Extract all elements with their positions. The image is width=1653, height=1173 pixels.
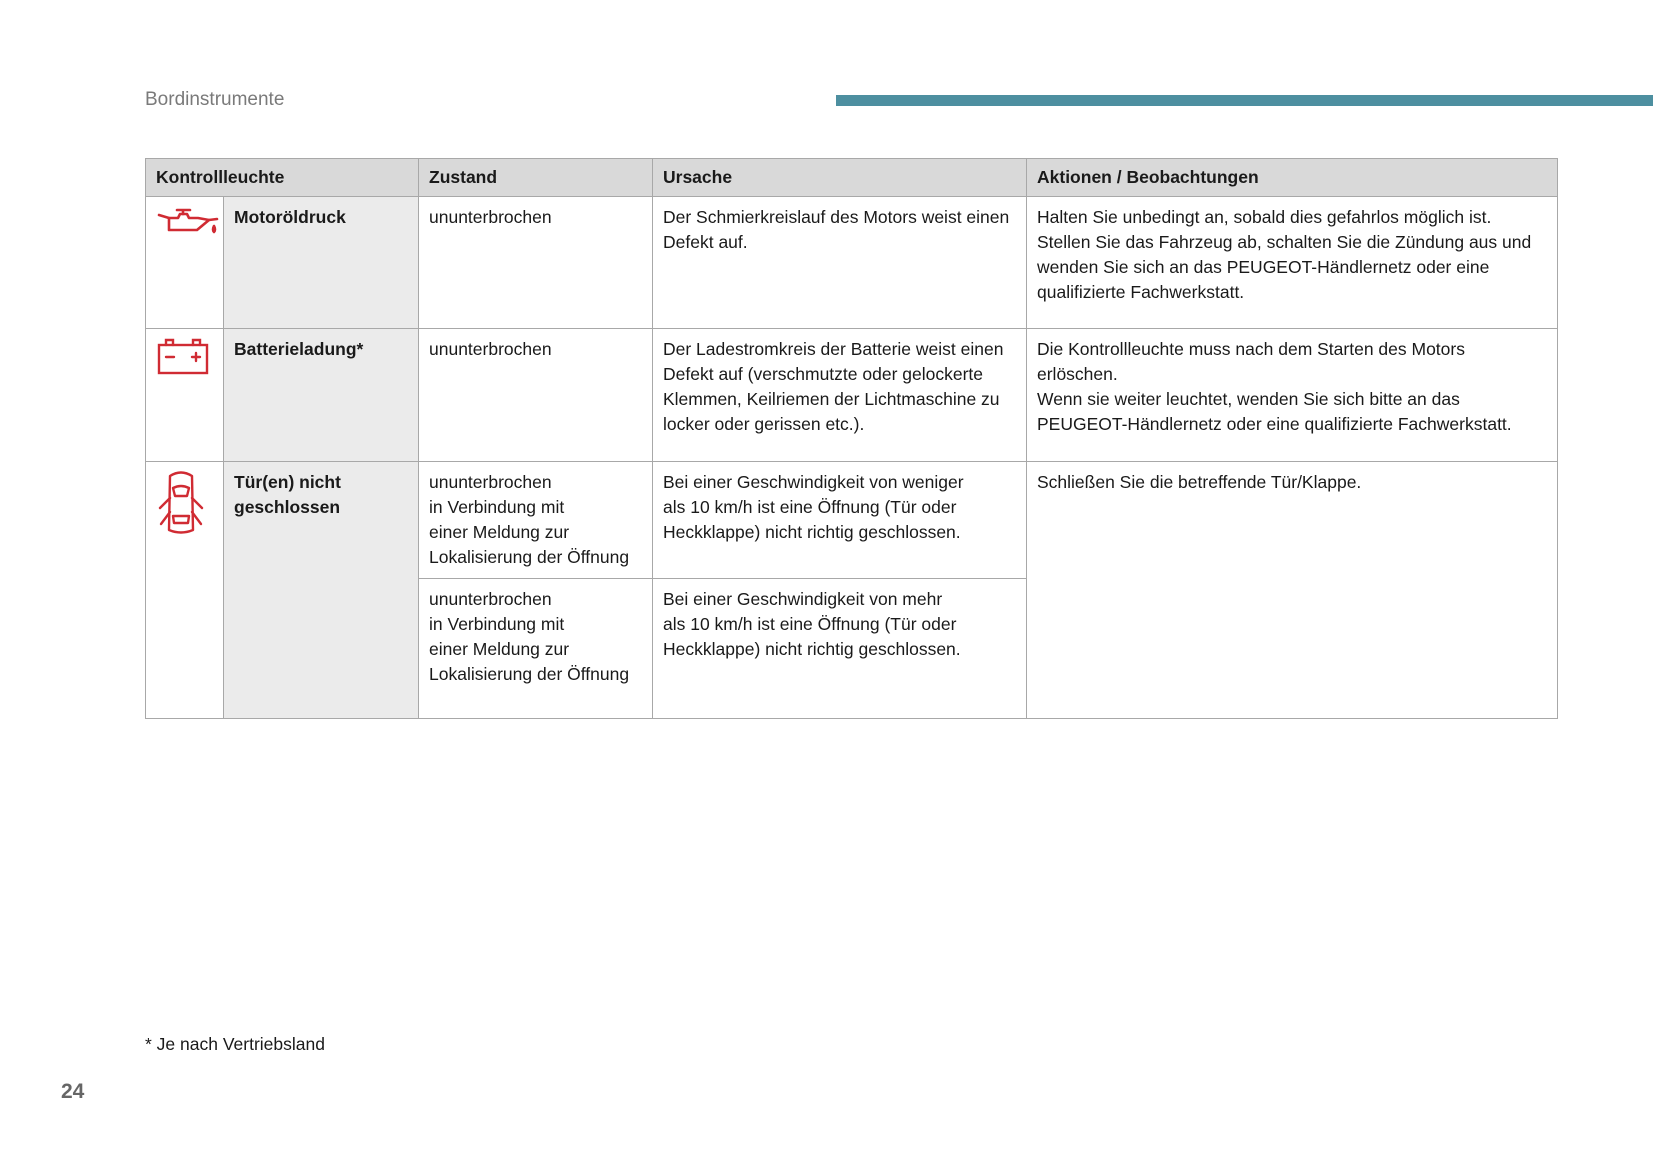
- column-header-ursache: Ursache: [653, 159, 1027, 197]
- zustand-cell: ununterbrochen: [419, 197, 653, 329]
- table-header-row: [146, 159, 1558, 197]
- ursache-line: Bei einer Geschwindigkeit von mehr: [663, 589, 943, 609]
- table-row: [146, 329, 1558, 462]
- warning-lamp-table: [145, 158, 1558, 719]
- header-accent-bar: [836, 95, 1653, 106]
- aktionen-cell: [1027, 329, 1558, 462]
- zustand-cell: [419, 579, 653, 719]
- zustand-line: Lokalisierung der Öffnung: [429, 664, 630, 684]
- page-number: 24: [61, 1080, 85, 1103]
- column-header-aktionen: Aktionen / Beobachtungen: [1027, 159, 1558, 197]
- ursache-cell: Der Schmierkreislauf des Motors weist einen Defekt auf.: [653, 197, 1027, 329]
- oil-pressure-icon: [156, 205, 220, 246]
- ursache-cell: [653, 579, 1027, 719]
- ursache-cell: Der Ladestromkreis der Batterie weist einen Defekt auf (verschmutzte oder gelockerte Klemmen, Keilriemen der Lichtmaschine zu locker oder gerissen etc.).: [653, 329, 1027, 462]
- zustand-line: in Verbindung mit: [429, 497, 565, 517]
- aktionen-cell: Halten Sie unbedingt an, sobald dies gefahrlos möglich ist. Stellen Sie das Fahrzeug ab, schalten Sie die Zündung aus und wenden Sie sich an das PEUGEOT-Händlernetz oder eine qualifizierte Fachwerkstatt.: [1027, 197, 1558, 329]
- ursache-cell: [653, 462, 1027, 579]
- zustand-cell: ununterbrochen: [419, 329, 653, 462]
- zustand-cell: [419, 462, 653, 579]
- zustand-line: einer Meldung zur: [429, 639, 570, 659]
- aktionen-line: Wenn sie weiter leuchtet, wenden Sie sich bitte an das PEUGEOT-Händlernetz oder eine qualifizierte Fachwerkstatt.: [1037, 389, 1512, 434]
- zustand-line: einer Meldung zur: [429, 522, 570, 542]
- zustand-line: ununterbrochen: [429, 472, 552, 492]
- lamp-name: Motoröldruck: [224, 197, 419, 329]
- door-open-icon: [156, 470, 206, 543]
- battery-icon: [156, 337, 210, 384]
- table-row: [146, 197, 1558, 329]
- aktionen-cell: Schließen Sie die betreffende Tür/Klappe.: [1027, 462, 1558, 719]
- footnote: * Je nach Vertriebsland: [145, 1034, 325, 1054]
- column-header-zustand: Zustand: [419, 159, 653, 197]
- ursache-line: als 10 km/h ist eine Öffnung (Tür oder: [663, 497, 957, 517]
- ursache-line: Heckklappe) nicht richtig geschlossen.: [663, 522, 961, 542]
- zustand-line: in Verbindung mit: [429, 614, 565, 634]
- lamp-name: Tür(en) nicht geschlossen: [224, 462, 419, 719]
- ursache-line: Bei einer Geschwindigkeit von weniger: [663, 472, 964, 492]
- aktionen-line: Die Kontrollleuchte muss nach dem Starten des Motors erlöschen.: [1037, 339, 1465, 384]
- zustand-line: Lokalisierung der Öffnung: [429, 547, 630, 567]
- ursache-line: als 10 km/h ist eine Öffnung (Tür oder: [663, 614, 957, 634]
- table-row: [146, 462, 1558, 579]
- column-header-kontrollleuchte: Kontrollleuchte: [146, 159, 419, 197]
- section-title: Bordinstrumente: [145, 89, 285, 110]
- lamp-name: Batterieladung*: [224, 329, 419, 462]
- ursache-line: Heckklappe) nicht richtig geschlossen.: [663, 639, 961, 659]
- zustand-line: ununterbrochen: [429, 589, 552, 609]
